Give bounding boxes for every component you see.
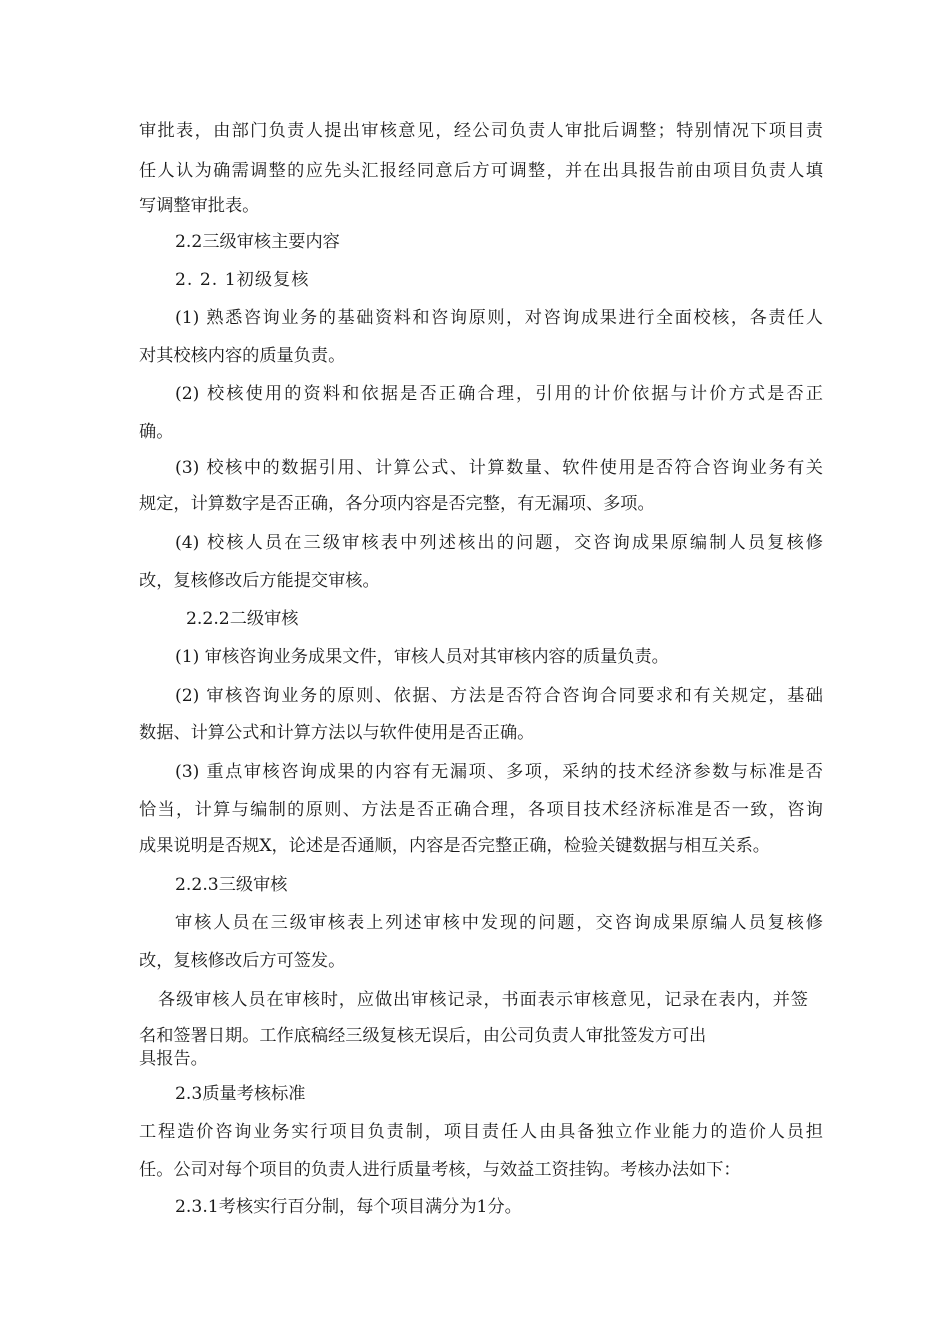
paragraph-line: 恰当，计算与编制的原则、方法是否正确合理，各项目技术经济标准是否一致，咨询 [139,800,823,820]
paragraph-line: (2) 校核使用的资料和依据是否正确合理，引用的计价依据与计价方式是否正 [175,384,823,404]
paragraph-line: 工程造价咨询业务实行项目负责制，项目责任人由具备独立作业能力的造价人员担 [139,1122,823,1142]
paragraph-line: 名和签署日期。工作底稿经三级复核无误后，由公司负责人审批签发方可出 [139,1026,707,1046]
subsection-heading: 2. 2. 1初级复核 [175,270,310,290]
subsection-heading: 2.3.1考核实行百分制，每个项目满分为1分。 [175,1197,522,1217]
paragraph-line: (3) 校核中的数据引用、计算公式、计算数量、软件使用是否符合咨询业务有关 [175,458,823,478]
paragraph-line: 成果说明是否规X，论述是否通顺，内容是否完整正确，检验关键数据与相互关系。 [139,836,770,856]
paragraph-line: 改，复核修改后方可签发。 [139,951,346,971]
paragraph-line: 确。 [139,422,174,442]
paragraph-line: (2) 审核咨询业务的原则、依据、方法是否符合咨询合同要求和有关规定，基础 [175,686,823,706]
paragraph-line: 对其校核内容的质量负责。 [139,346,346,366]
paragraph-line: 规定，计算数字是否正确，各分项内容是否完整，有无漏项、多项。 [139,494,655,514]
paragraph-line: (3) 重点审核咨询成果的内容有无漏项、多项，采纳的技术经济参数与标准是否 [175,762,823,782]
paragraph-line: 改，复核修改后方能提交审核。 [139,571,380,591]
paragraph-line: (1) 审核咨询业务成果文件，审核人员对其审核内容的质量负责。 [175,647,669,667]
section-heading: 2.3质量考核标准 [175,1084,306,1104]
text-line: 写调整审批表。 [139,196,260,216]
text-line: 任人认为确需调整的应先头汇报经同意后方可调整，并在出具报告前由项目负责人填 [139,161,823,181]
paragraph-line: 具报告。 [139,1049,208,1069]
subsection-heading: 2.2.3三级审核 [175,875,288,895]
subsection-heading: 2.2.2二级审核 [186,609,299,629]
paragraph-line: 各级审核人员在审核时，应做出审核记录，书面表示审核意见，记录在表内，并签 [158,990,808,1010]
paragraph-line: 审核人员在三级审核表上列述审核中发现的问题，交咨询成果原编人员复核修 [175,913,823,933]
paragraph-line: 任。公司对每个项目的负责人进行质量考核，与效益工资挂钩。考核办法如下： [139,1160,741,1180]
paragraph-line: 数据、计算公式和计算方法以与软件使用是否正确。 [139,723,535,743]
text-line: 审批表，由部门负责人提出审核意见，经公司负责人审批后调整；特别情况下项目责 [139,121,823,141]
paragraph-line: (4) 校核人员在三级审核表中列述核出的问题，交咨询成果原编制人员复核修 [175,533,823,553]
paragraph-line: (1) 熟悉咨询业务的基础资料和咨询原则，对咨询成果进行全面校核，各责任人 [175,308,823,328]
section-heading: 2.2三级审核主要内容 [175,232,340,252]
